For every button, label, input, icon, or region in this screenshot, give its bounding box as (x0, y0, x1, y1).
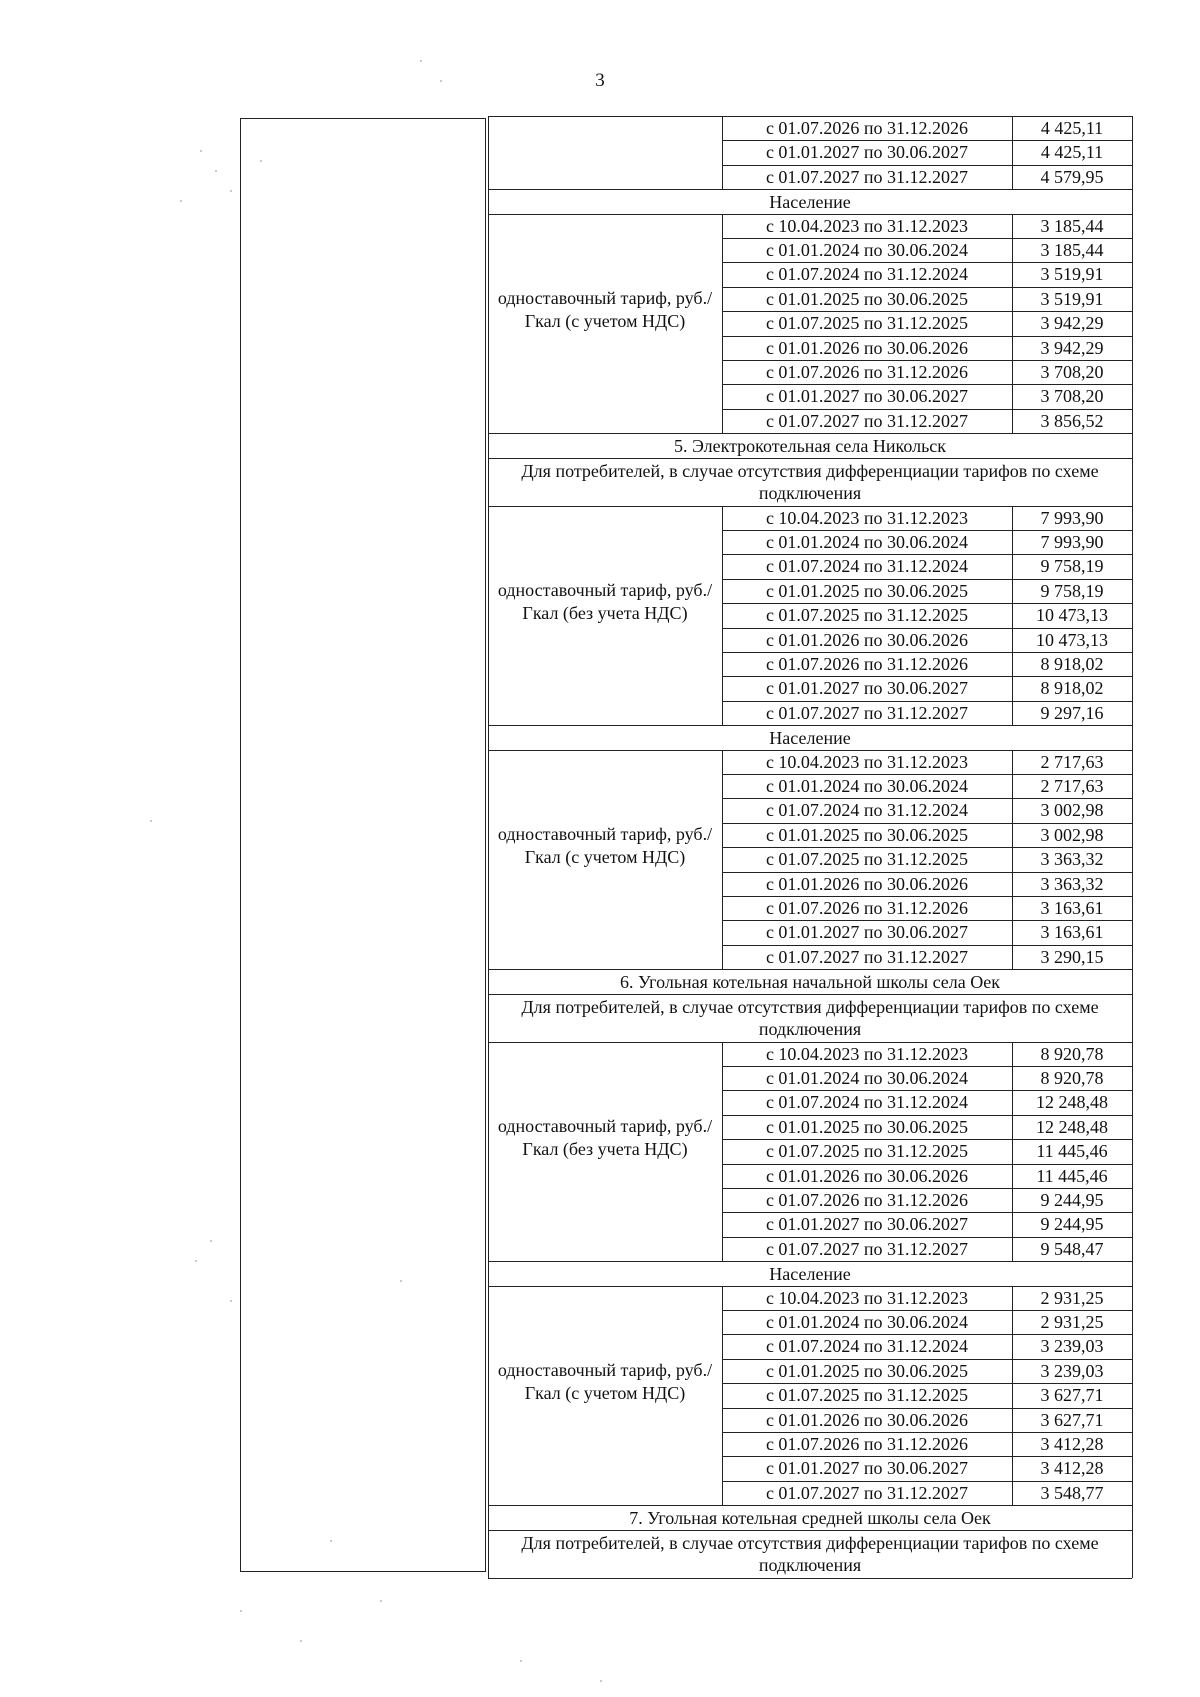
table-rule (488, 750, 489, 970)
tariff-period: с 01.07.2027 по 31.12.2027 (765, 702, 969, 723)
tariff-value: 3 627,71 (1040, 1409, 1104, 1430)
table-rule (488, 1505, 489, 1529)
table-rule (722, 701, 1132, 702)
tariff-period: с 01.01.2026 по 30.06.2026 (765, 873, 969, 894)
table-rule (1012, 1042, 1013, 1262)
table-rule (722, 1383, 1132, 1384)
table-rule (488, 116, 489, 189)
table-rule (1132, 750, 1133, 970)
table-rule (1132, 506, 1133, 726)
tariff-description: одноставочный тариф, руб./Гкал (без учета НДС) (497, 580, 713, 624)
table-rule (722, 1188, 1132, 1189)
table-rule (488, 725, 1132, 726)
tariff-value: 3 627,71 (1040, 1385, 1104, 1406)
tariff-value: 9 244,95 (1040, 1214, 1104, 1235)
tariff-value: 2 717,63 (1040, 751, 1104, 772)
tariff-period: с 10.04.2023 по 31.12.2023 (765, 215, 969, 236)
scan-speck (230, 190, 232, 192)
table-rule (488, 1261, 1132, 1262)
tariff-period: с 01.07.2026 по 31.12.2026 (765, 118, 969, 138)
consumer-header: Для потребителей, в случае отсутствия дифференциации тарифов по схеме подключения (521, 460, 1099, 503)
tariff-value: 3 239,03 (1040, 1360, 1104, 1381)
table-rule (488, 214, 489, 434)
table-rule (722, 336, 1132, 337)
tariff-period: с 01.07.2024 по 31.12.2024 (765, 556, 969, 577)
tariff-period: с 01.01.2024 по 30.06.2024 (765, 776, 969, 796)
tariff-value: 9 758,19 (1040, 556, 1104, 577)
table-rule (1132, 994, 1133, 1042)
tariff-value: 8 918,02 (1040, 678, 1104, 699)
table-rule (488, 506, 489, 726)
tariff-period: с 01.07.2024 по 31.12.2024 (765, 1336, 969, 1357)
consumer-header: Для потребителей, в случае отсутствия дифференциации тарифов по схеме подключения (521, 996, 1099, 1039)
tariff-value: 3 002,98 (1040, 824, 1104, 845)
tariff-period: с 01.01.2025 по 30.06.2025 (765, 1116, 969, 1137)
table-rule (1132, 1530, 1133, 1578)
table-rule (488, 1578, 1132, 1579)
tariff-value: 3 163,61 (1040, 898, 1104, 918)
table-rule (722, 945, 1132, 946)
table-rule (1012, 506, 1013, 726)
tariff-value: 4 425,11 (1040, 118, 1104, 138)
tariff-period: с 01.01.2025 по 30.06.2025 (765, 580, 969, 601)
tariff-value: 11 445,46 (1036, 1165, 1108, 1186)
table-rule (722, 311, 1132, 312)
table-rule (722, 140, 1132, 141)
tariff-period: с 10.04.2023 по 31.12.2023 (765, 1043, 969, 1064)
scan-speck (520, 1660, 522, 1662)
tariff-period: с 01.01.2024 по 30.06.2024 (765, 532, 969, 552)
table-rule (722, 384, 1132, 385)
scan-speck (420, 60, 422, 62)
tariff-period: с 01.07.2024 по 31.12.2024 (765, 1092, 969, 1113)
tariff-value: 3 519,91 (1040, 288, 1104, 309)
section-header: 7. Угольная котельная средней школы села Оек (629, 1508, 991, 1529)
table-rule (722, 262, 1132, 263)
tariff-value: 3 708,20 (1040, 386, 1104, 407)
table-rule (722, 896, 1132, 897)
table-rule (488, 1530, 1132, 1531)
tariff-value: 9 297,16 (1040, 702, 1104, 723)
table-rule (722, 1090, 1132, 1091)
tariff-value: 3 185,44 (1040, 215, 1104, 236)
table-rule (488, 506, 1132, 507)
table-rule (722, 214, 723, 434)
table-rule (722, 1456, 1132, 1457)
tariff-period: с 01.07.2025 по 31.12.2025 (765, 313, 969, 334)
tariff-period: с 01.07.2026 по 31.12.2026 (765, 362, 969, 382)
table-rule (722, 116, 723, 189)
table-rule (1132, 214, 1133, 434)
tariff-value: 3 942,29 (1040, 337, 1104, 358)
table-rule (722, 1310, 1132, 1311)
table-rule (488, 994, 489, 1042)
consumer-header: Для потребителей, в случае отсутствия дифференциации тарифов по схеме подключения (521, 1532, 1099, 1575)
tariff-period: с 01.01.2027 по 30.06.2027 (765, 1214, 969, 1235)
scan-speck (215, 170, 217, 172)
table-rule (722, 750, 723, 970)
tariff-value: 3 412,28 (1040, 1458, 1104, 1479)
table-rule (1132, 969, 1133, 993)
tariff-value: 8 920,78 (1040, 1068, 1104, 1088)
table-rule (1132, 189, 1133, 213)
tariff-period: с 01.01.2027 по 30.06.2027 (765, 922, 969, 943)
table-rule (722, 628, 1132, 629)
scan-speck (600, 1680, 602, 1682)
tariff-period: с 01.01.2024 по 30.06.2024 (765, 1312, 969, 1332)
table-rule (488, 1286, 1132, 1287)
table-rule (722, 1237, 1132, 1238)
tariff-period: с 01.07.2026 по 31.12.2026 (765, 898, 969, 918)
tariff-value: 3 185,44 (1040, 240, 1104, 260)
table-rule (722, 798, 1132, 799)
table-rule (722, 1481, 1132, 1482)
tariff-period: с 01.01.2026 по 30.06.2026 (765, 1409, 969, 1430)
table-rule (1132, 116, 1133, 189)
table-rule (722, 823, 1132, 824)
table-rule (488, 1286, 489, 1506)
tariff-description: одноставочный тариф, руб./Гкал (с учетом НДС) (497, 1360, 713, 1404)
tariff-description: одноставочный тариф, руб./Гкал (с учетом НДС) (497, 824, 713, 868)
table-rule (722, 652, 1132, 653)
tariff-period: с 01.07.2025 по 31.12.2025 (765, 1141, 969, 1162)
table-rule (488, 116, 1132, 117)
tariff-period: с 01.07.2027 по 31.12.2027 (765, 1238, 969, 1259)
tariff-value: 7 993,90 (1040, 507, 1104, 528)
table-rule (722, 1212, 1132, 1213)
tariff-value: 3 412,28 (1040, 1434, 1104, 1454)
table-rule (722, 287, 1132, 288)
page-number: 3 (595, 70, 605, 91)
section-header: Население (769, 1264, 851, 1285)
tariff-value: 9 548,47 (1040, 1238, 1104, 1259)
tariff-period: с 10.04.2023 по 31.12.2023 (765, 1287, 969, 1308)
table-rule (488, 1042, 1132, 1043)
scan-speck (330, 1540, 332, 1542)
table-rule (488, 1530, 489, 1578)
tariff-period: с 01.01.2027 по 30.06.2027 (765, 1458, 969, 1479)
table-rule (722, 920, 1132, 921)
tariff-description: одноставочный тариф, руб./Гкал (без учета НДС) (497, 1116, 713, 1160)
tariff-value: 11 445,46 (1036, 1141, 1108, 1162)
table-rule (488, 458, 1132, 459)
table-rule (722, 676, 1132, 677)
table-rule (1012, 214, 1013, 434)
tariff-period: с 01.07.2024 по 31.12.2024 (765, 800, 969, 821)
table-rule (1132, 433, 1133, 457)
table-rule (722, 506, 723, 726)
tariff-value: 9 758,19 (1040, 580, 1104, 601)
tariff-value: 3 002,98 (1040, 800, 1104, 821)
table-rule (488, 969, 489, 993)
table-rule (722, 1115, 1132, 1116)
table-rule (722, 360, 1132, 361)
tariff-period: с 01.07.2026 по 31.12.2026 (765, 1434, 969, 1454)
tariff-period: с 01.07.2025 по 31.12.2025 (765, 1385, 969, 1406)
table-rule (1132, 1042, 1133, 1262)
scan-speck (230, 1300, 232, 1302)
tariff-value: 8 920,78 (1040, 1043, 1104, 1064)
tariff-period: с 01.07.2027 по 31.12.2027 (765, 946, 969, 967)
tariff-period: с 01.01.2026 по 30.06.2026 (765, 337, 969, 358)
tariff-value: 2 931,25 (1040, 1312, 1104, 1332)
scan-speck (300, 1640, 302, 1642)
tariff-period: с 01.01.2025 по 30.06.2025 (765, 824, 969, 845)
table-rule (722, 1286, 723, 1506)
table-rule (488, 433, 1132, 434)
table-rule (1132, 1505, 1133, 1529)
tariff-value: 4 425,11 (1040, 142, 1104, 163)
table-rule (722, 554, 1132, 555)
table-rule (722, 603, 1132, 604)
table-rule (722, 1139, 1132, 1140)
tariff-value: 12 248,48 (1036, 1116, 1108, 1137)
scan-speck (150, 820, 152, 822)
table-rule (722, 1408, 1132, 1409)
tariff-period: с 01.01.2027 по 30.06.2027 (765, 678, 969, 699)
tariff-period: с 01.07.2024 по 31.12.2024 (765, 264, 969, 285)
table-rule (722, 530, 1132, 531)
tariff-value: 3 290,15 (1040, 946, 1104, 967)
table-rule (722, 872, 1132, 873)
table-rule (722, 1359, 1132, 1360)
table-rule (722, 238, 1132, 239)
tariff-period: с 01.01.2026 по 30.06.2026 (765, 1165, 969, 1186)
table-rule (1012, 1286, 1013, 1506)
table-rule (1132, 725, 1133, 749)
table-rule (488, 433, 489, 457)
table-rule (722, 1432, 1132, 1433)
table-rule (488, 189, 1132, 190)
tariff-period: с 01.07.2027 по 31.12.2027 (765, 166, 969, 187)
scan-speck (400, 1280, 402, 1282)
scan-speck (210, 1240, 212, 1242)
section-header: 5. Электрокотельная села Никольск (673, 436, 947, 457)
tariff-period: с 01.07.2026 по 31.12.2026 (765, 654, 969, 674)
tariff-value: 3 708,20 (1040, 362, 1104, 382)
tariff-value: 3 163,61 (1040, 922, 1104, 943)
tariff-period: с 01.01.2027 по 30.06.2027 (765, 142, 969, 163)
table-rule (488, 969, 1132, 970)
table-rule (1012, 116, 1013, 189)
tariff-value: 10 473,13 (1036, 605, 1108, 626)
tariff-value: 2 931,25 (1040, 1287, 1104, 1308)
table-rule (722, 1334, 1132, 1335)
table-rule (722, 1042, 723, 1262)
section-header: Население (769, 192, 851, 213)
tariff-period: с 10.04.2023 по 31.12.2023 (765, 507, 969, 528)
tariff-value: 3 548,77 (1040, 1482, 1104, 1503)
tariff-description: одноставочный тариф, руб./Гкал (с учетом НДС) (497, 288, 713, 332)
scan-speck (260, 160, 262, 162)
table-rule (1132, 458, 1133, 506)
table-rule (488, 214, 1132, 215)
tariff-value: 3 856,52 (1040, 410, 1104, 431)
tariff-value: 3 363,32 (1040, 849, 1104, 870)
table-rule (1012, 750, 1013, 970)
tariff-value: 3 363,32 (1040, 873, 1104, 894)
tariff-value: 9 244,95 (1040, 1190, 1104, 1210)
tariff-period: с 01.07.2027 по 31.12.2027 (765, 1482, 969, 1503)
tariff-value: 3 239,03 (1040, 1336, 1104, 1357)
section-header: 6. Угольная котельная начальной школы села Оек (620, 972, 1000, 993)
table-rule (1132, 1261, 1133, 1285)
tariff-value: 10 473,13 (1036, 629, 1108, 650)
tariff-value: 4 579,95 (1040, 166, 1104, 187)
tariff-value: 2 717,63 (1040, 776, 1104, 796)
tariff-value: 8 918,02 (1040, 654, 1104, 674)
table-rule (488, 1042, 489, 1262)
tariff-value: 3 519,91 (1040, 264, 1104, 285)
tariff-period: с 01.07.2026 по 31.12.2026 (765, 1190, 969, 1210)
tariff-value: 3 942,29 (1040, 313, 1104, 334)
tariff-period: с 01.01.2026 по 30.06.2026 (765, 629, 969, 650)
table-rule (722, 1164, 1132, 1165)
table-rule (1132, 1286, 1133, 1506)
tariff-period: с 01.07.2025 по 31.12.2025 (765, 605, 969, 626)
tariff-period: с 01.01.2024 по 30.06.2024 (765, 240, 969, 260)
tariff-value: 7 993,90 (1040, 532, 1104, 552)
table-rule (722, 1066, 1132, 1067)
scan-speck (380, 1600, 382, 1602)
tariff-period: с 01.01.2027 по 30.06.2027 (765, 386, 969, 407)
table-rule (722, 409, 1132, 410)
tariff-period: с 01.01.2024 по 30.06.2024 (765, 1068, 969, 1088)
table-rule (722, 579, 1132, 580)
tariff-period: с 10.04.2023 по 31.12.2023 (765, 751, 969, 772)
section-header: Население (769, 728, 851, 749)
tariff-period: с 01.07.2025 по 31.12.2025 (765, 849, 969, 870)
table-rule (722, 774, 1132, 775)
table-rule (722, 847, 1132, 848)
tariff-period: с 01.07.2027 по 31.12.2027 (765, 410, 969, 431)
scan-speck (240, 1610, 242, 1612)
table-rule (488, 189, 489, 213)
scan-speck (180, 200, 182, 202)
table-rule (488, 1261, 489, 1285)
table-rule (488, 725, 489, 749)
table-rule (488, 994, 1132, 995)
tariff-period: с 01.01.2025 по 30.06.2025 (765, 288, 969, 309)
table-rule (722, 165, 1132, 166)
tariff-value: 12 248,48 (1036, 1092, 1108, 1113)
table-rule (488, 1505, 1132, 1506)
table-rule (488, 750, 1132, 751)
scan-speck (195, 1260, 197, 1262)
scan-speck (200, 150, 202, 152)
tariff-period: с 01.01.2025 по 30.06.2025 (765, 1360, 969, 1381)
scan-speck (440, 80, 442, 82)
table-rule (488, 458, 489, 506)
